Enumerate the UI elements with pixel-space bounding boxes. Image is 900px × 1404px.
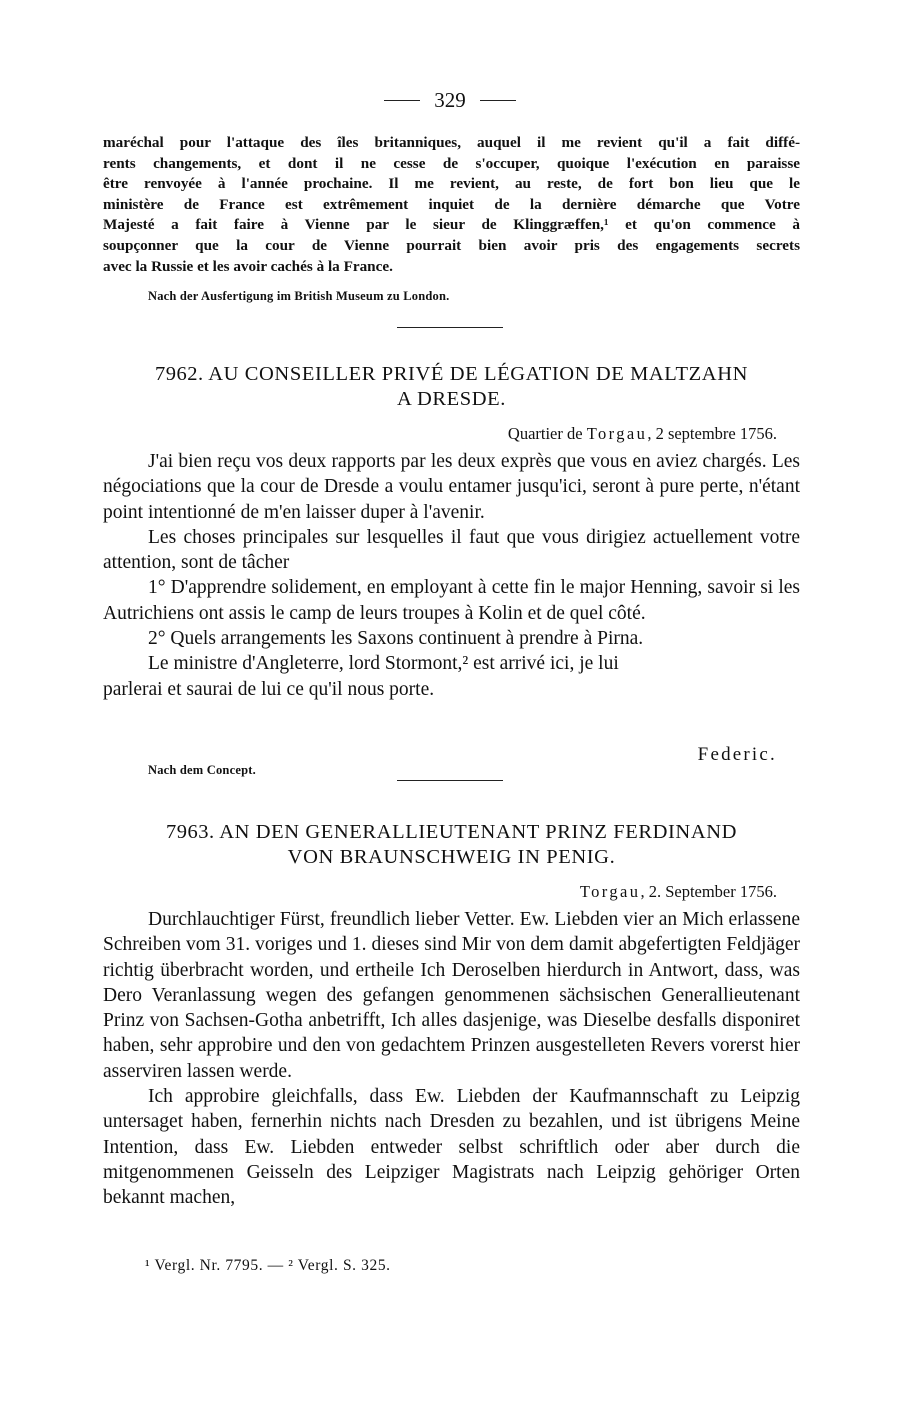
dateline-date: , 2. September 1756. <box>640 882 777 901</box>
paragraph: 1° D'apprendre solidement, en employant à cette fin le major Henning, savoir si les Autrichiens ont assis le camp de leurs troupes à Kolin et de quel côté. <box>103 577 800 624</box>
dateline-place: Torgau <box>586 424 648 443</box>
page-number: 329 <box>434 88 466 112</box>
paragraph: Durchlauchtiger Fürst, freundlich lieber Vetter. Ew. Liebden vier an Mich erlassene Schreiben vom 31. voriges und 1. dieses sind Mir von dem damit abgefertigten Feldjäger richtig überbracht worden, und ertheile Ich Deroselben hierdurch in Antwort, dass, was Dero Veranlassung wegen des gefangen genommenen sächsischen Generallieutenant Prinz von Sachsen-Gotha anbetrifft, Ich alles dasjenige, was Dieselbe desfalls disponiret haben, sehr approbire und den von gedachtem Prinzen ausgestelleten Revers vorerst hier asserviren lassen werde. <box>103 909 800 1082</box>
continuation-line: Majesté a fait faire à Vienne par le sieur de Klinggræffen,¹ et qu'on commence à <box>103 216 800 234</box>
footnotes: ¹ Vergl. Nr. 7795. — ² Vergl. S. 325. <box>145 1257 391 1274</box>
letter-7962-heading <box>103 362 800 412</box>
paragraph: Le ministre d'Angleterre, lord Stormont,² est arrivé ici, je lui parlerai et saurai de lui ce qu'il nous porte. <box>103 653 619 700</box>
section-divider <box>397 780 503 781</box>
paragraph: Les choses principales sur lesquelles il faut que vous dirigiez actuellement votre attention, sont de tâcher <box>103 526 800 574</box>
paragraph: J'ai bien reçu vos deux rapports par les deux exprès que vous en aviez chargés. Les négociations que la cour de Dresde a voulu entamer jusqu'ici, seront à pure perte, n'étant point intentionné de m'en laisser duper à l'avenir. <box>103 451 800 523</box>
section-divider <box>397 327 503 328</box>
continuation-line: avec la Russie et les avoir cachés à la France. <box>103 257 393 275</box>
page-header <box>0 88 900 113</box>
letter-7963-body <box>103 907 800 1211</box>
letter-7963-dateline <box>103 882 777 902</box>
dateline-date: , 2 septembre 1756. <box>647 424 777 443</box>
continuation-line: maréchal pour l'attaque des îles britanniques, auquel il me revient qu'il a fait diffé- <box>103 134 800 151</box>
source-note-2: Nach dem Concept. <box>148 763 256 777</box>
letter-title-line2: A DRESDE. <box>396 388 507 410</box>
continuation-line: rents changements, et dont il ne cesse de s'occuper, quoique l'exécution en paraisse <box>103 154 800 172</box>
header-rule-right <box>480 100 516 101</box>
paragraph: Ich approbire gleichfalls, dass Ew. Liebden der Kaufmannschaft zu Leipzig untersaget haben, fernerhin nichts nach Dresden zu bezahlen, und ist übrigens Meine Intention, dass Ew. Liebden entweder selbst schriftlich oder aber durch die mitgenommenen Geisseln des Leipziger Magistrats nach Leipzig gehöriger Orten bekannt machen, <box>103 1086 800 1209</box>
signature: Federic. <box>697 744 777 765</box>
letter-7962-dateline <box>103 424 777 444</box>
continuation-text <box>103 133 800 277</box>
letter-title: AN DEN GENERALLIEUTENANT PRINZ FERDINAND <box>219 821 738 843</box>
letter-7963-heading <box>103 820 800 870</box>
header-rule-left <box>384 100 420 101</box>
paragraph: 2° Quels arrangements les Saxons continuent à prendre à Pirna. <box>148 628 644 650</box>
letter-7962-body <box>103 449 800 702</box>
letter-number: 7962. <box>154 363 204 385</box>
dateline-place: Torgau <box>579 882 641 901</box>
dateline-prefix: Quartier de <box>507 424 587 443</box>
letter-title: AU CONSEILLER PRIVÉ DE LÉGATION DE MALTZAHN <box>208 363 748 385</box>
source-note-1: Nach der Ausfertigung im British Museum zu London. <box>148 289 450 303</box>
continuation-line: ministère de France est extrêmement inquiet de la dernière démarche que Votre <box>103 195 800 213</box>
continuation-line: être renvoyée à l'année prochaine. Il me revient, au reste, de fort bon lieu que le <box>103 175 800 193</box>
letter-number: 7963. <box>165 821 215 843</box>
continuation-line: soupçonner que la cour de Vienne pourrait bien avoir pris des engagements secrets <box>103 236 800 254</box>
letter-title-line2: VON BRAUNSCHWEIG IN PENIG. <box>287 846 616 868</box>
